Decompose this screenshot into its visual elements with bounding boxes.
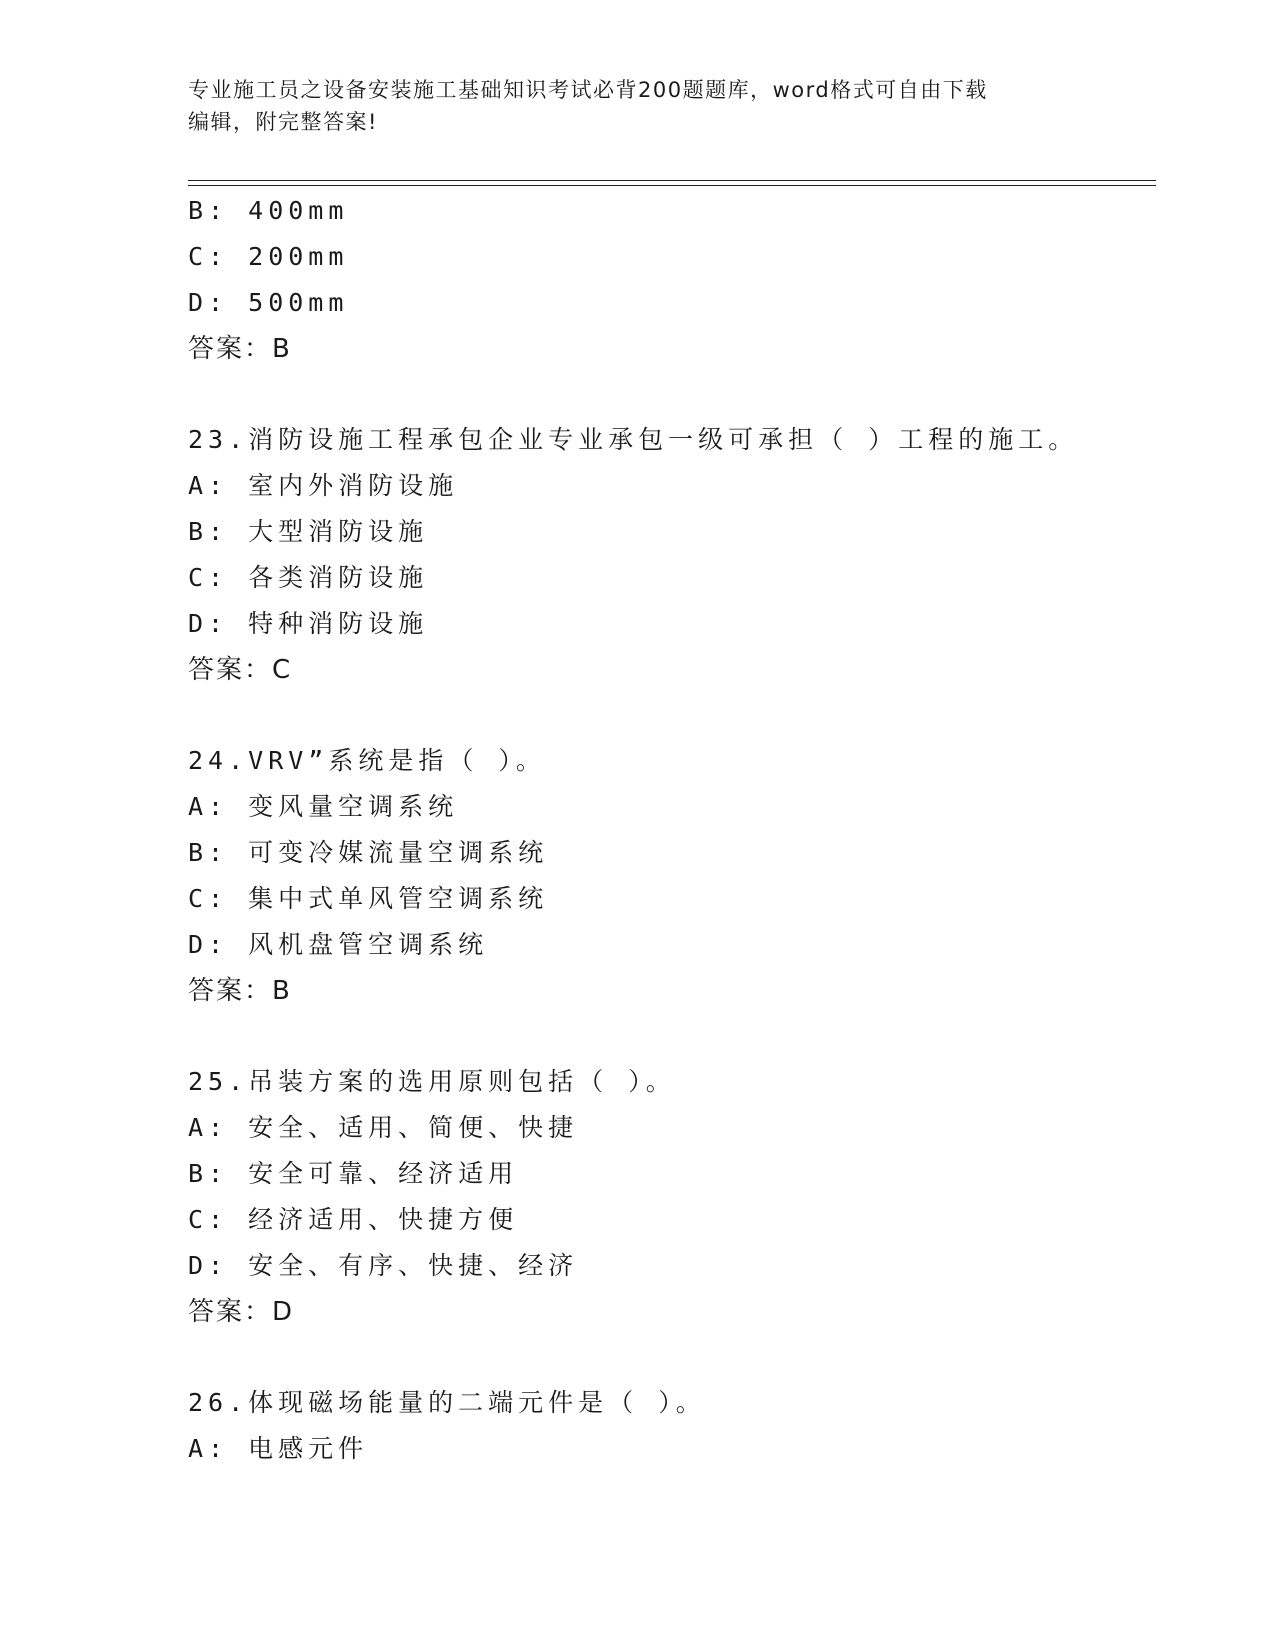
question-block-25 bbox=[188, 1059, 1148, 1335]
question-stem: 23.消防设施工程承包企业专业承包一级可承担（ ）工程的施工。 bbox=[188, 425, 1079, 454]
question-spacer bbox=[188, 372, 1148, 417]
question-stem: 26.体现磁场能量的二端元件是（ ）。 bbox=[188, 1388, 706, 1417]
answer-line: 答案：B bbox=[188, 976, 292, 1006]
option-c: C: 各类消防设施 bbox=[188, 563, 429, 592]
question-spacer bbox=[188, 1014, 1148, 1059]
option-d: D: 500mm bbox=[188, 288, 349, 317]
option-a: A: 安全、适用、简便、快捷 bbox=[188, 1113, 579, 1142]
header-title-line-1: 专业施工员之设备安装施工基础知识考试必背200题题库，word格式可自由下载 bbox=[188, 78, 988, 102]
option-b: B: 400mm bbox=[188, 196, 349, 225]
question-stem: 24.VRV”系统是指（ ）。 bbox=[188, 746, 546, 775]
option-b: B: 可变冷媒流量空调系统 bbox=[188, 838, 549, 867]
option-d: D: 特种消防设施 bbox=[188, 609, 429, 638]
option-b: B: 安全可靠、经济适用 bbox=[188, 1159, 519, 1188]
option-c: C: 200mm bbox=[188, 242, 349, 271]
question-spacer bbox=[188, 693, 1148, 738]
answer-line: 答案：B bbox=[188, 334, 292, 364]
answer-line: 答案：C bbox=[188, 655, 293, 685]
question-block-23 bbox=[188, 417, 1148, 693]
document-header bbox=[188, 74, 1068, 138]
option-d: D: 风机盘管空调系统 bbox=[188, 930, 489, 959]
question-block-22-continued bbox=[188, 188, 1148, 372]
question-list bbox=[188, 188, 1148, 1472]
option-c: C: 经济适用、快捷方便 bbox=[188, 1205, 519, 1234]
option-a: A: 变风量空调系统 bbox=[188, 792, 459, 821]
option-a: A: 室内外消防设施 bbox=[188, 471, 459, 500]
question-block-26 bbox=[188, 1380, 1148, 1472]
answer-line: 答案：D bbox=[188, 1297, 295, 1327]
header-title-line-2: 编辑，附完整答案! bbox=[188, 110, 378, 134]
option-a: A: 电感元件 bbox=[188, 1434, 369, 1463]
option-b: B: 大型消防设施 bbox=[188, 517, 429, 546]
header-divider bbox=[188, 180, 1156, 186]
option-d: D: 安全、有序、快捷、经济 bbox=[188, 1251, 579, 1280]
question-block-24 bbox=[188, 738, 1148, 1014]
option-c: C: 集中式单风管空调系统 bbox=[188, 884, 549, 913]
question-spacer bbox=[188, 1335, 1148, 1380]
question-stem: 25.吊装方案的选用原则包括（ ）。 bbox=[188, 1067, 676, 1096]
